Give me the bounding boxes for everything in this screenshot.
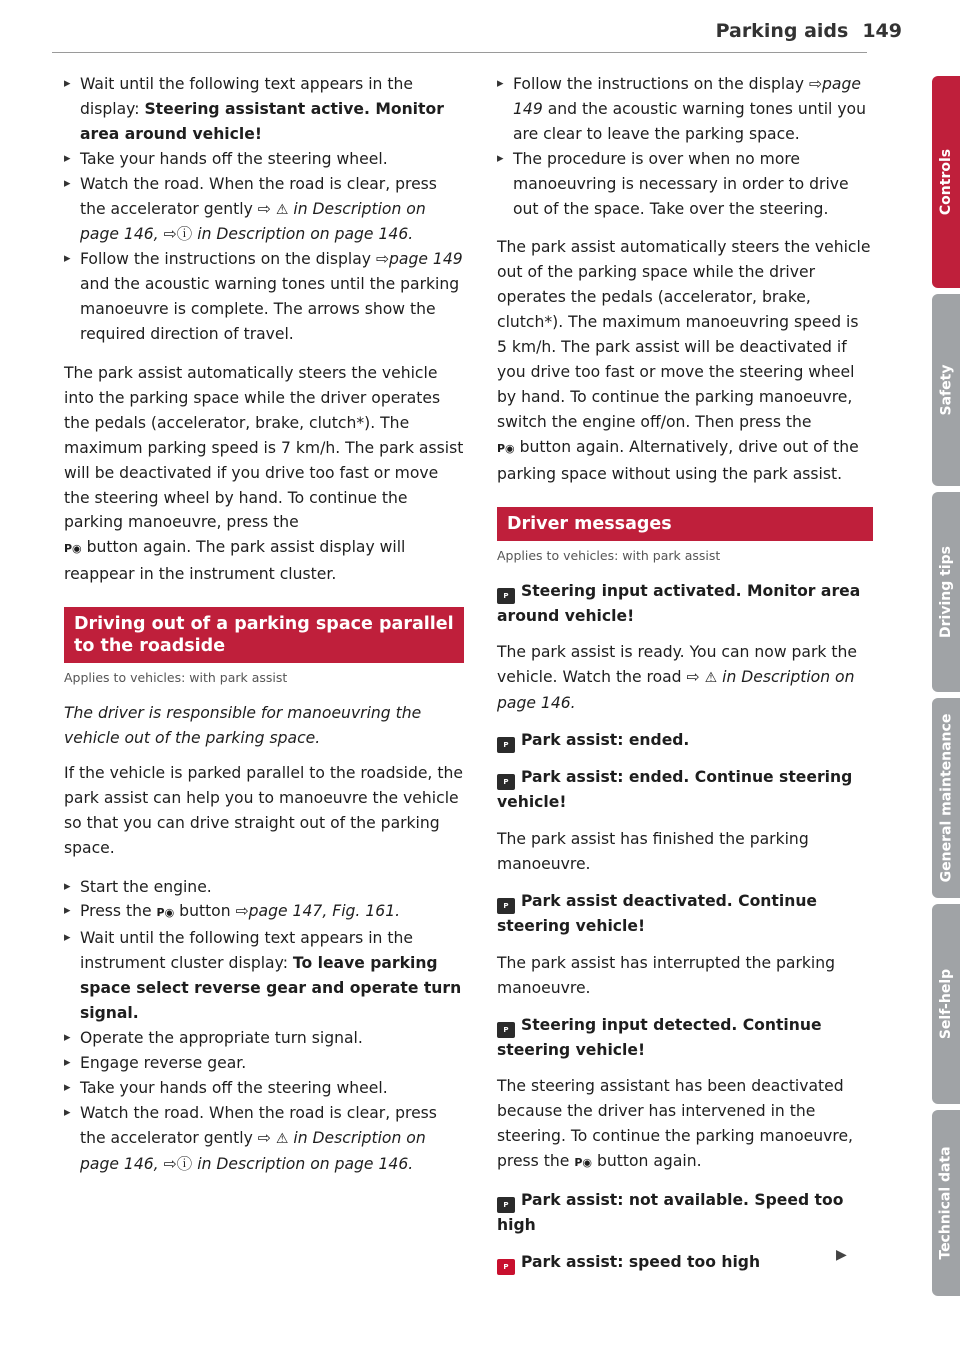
- list-item: ▸ Operate the appropriate turn signal.: [64, 1026, 464, 1051]
- arrow-right-icon: ⇨: [257, 199, 271, 218]
- park-assist-indicator-icon: P: [497, 588, 515, 604]
- park-assist-icon: P◉: [574, 1156, 592, 1170]
- arrow-right-icon: ⇨: [808, 75, 823, 93]
- arrow-right-icon: ⇨: [163, 1154, 177, 1173]
- cross-reference[interactable]: page 147, Fig. 161.: [248, 902, 401, 921]
- left-column: [64, 72, 464, 1190]
- cross-reference[interactable]: page 149: [389, 250, 463, 269]
- section-heading: Driving out of a parking space parallel to the roadside: [64, 607, 464, 663]
- list-item: ▸ Press the P◉ button ⇨page 147, Fig. 161.: [64, 899, 464, 926]
- warning-triangle-icon: ⚠: [275, 201, 289, 218]
- park-assist-off-icon: P: [497, 1197, 515, 1213]
- park-assist-off-icon: P: [497, 774, 515, 790]
- list-item: ▸ Take your hands off the steering wheel.: [64, 1076, 464, 1101]
- park-assist-warning-icon: P: [497, 1259, 515, 1275]
- paragraph: The park assist has finished the parking manoeuvre.: [497, 830, 809, 873]
- paragraph: The park assist is ready. You can now park the vehicle. Watch the road ⇨ ⚠ in Description on page 146.: [497, 643, 857, 713]
- park-assist-icon: P◉: [497, 441, 515, 455]
- tab-technical-data[interactable]: Technical data: [932, 1110, 960, 1296]
- applies-note: Applies to vehicles: with park assist: [64, 670, 288, 686]
- tab-controls[interactable]: Controls: [932, 76, 960, 288]
- chapter-title: Parking aids: [715, 20, 849, 42]
- page-number: 149: [862, 20, 902, 42]
- list-item: ▸ Engage reverse gear.: [64, 1051, 464, 1076]
- park-assist-icon: P◉: [64, 542, 82, 556]
- arrow-right-icon: ⇨: [235, 902, 249, 921]
- right-column: [497, 72, 873, 1287]
- list-item: ▸ The procedure is over when no more manoeuvring is necessary in order to drive out of the space. Take over the steering.: [497, 147, 873, 222]
- paragraph: The park assist automatically steers the vehicle out of the parking space while the driver operates the pedals (accelerator, brake, clutch*). The maximum manoeuvring speed is 5 km/h. The park assist will be deactivated if you drive too fast or move the steering wheel by hand. To continue the parking manoeuvre, switch the engine off/on. Then press the P◉ button again. Alternatively, drive out of the parking space without using the park assist.: [497, 238, 871, 483]
- paragraph: The steering assistant has been deactivated because the driver has intervened in the steering. To continue the parking manoeuvre, press the P◉ button again.: [497, 1077, 854, 1171]
- arrow-right-icon: ⇨: [257, 1128, 271, 1147]
- steps-list: [497, 72, 873, 221]
- cross-reference[interactable]: page 149: [513, 75, 861, 118]
- warning-triangle-icon: ⚠: [704, 670, 718, 687]
- steps-list: [64, 875, 464, 1177]
- page-header: [702, 20, 902, 42]
- list-item: ▸ Take your hands off the steering wheel.: [64, 147, 464, 172]
- driver-message: P Steering input detected. Continue steering vehicle!: [497, 1015, 822, 1059]
- list-item: ▸ Watch the road. When the road is clear, press the accelerator gently ⇨ ⚠ in Description on page 146, ⇨ⓘ in Description on page 146.: [64, 1101, 464, 1177]
- applies-note: Applies to vehicles: with park assist: [497, 547, 721, 563]
- driver-message: P Park assist: ended. Continue steering vehicle!: [497, 768, 853, 812]
- list-item: ▸ Start the engine.: [64, 875, 464, 900]
- paragraph: The park assist has interrupted the parking manoeuvre.: [497, 953, 836, 997]
- list-item: ▸ Wait until the following text appears in the display: Steering assistant active. Monitor area around vehicle!: [64, 72, 464, 147]
- arrow-right-icon: ⇨: [686, 668, 700, 687]
- arrow-right-icon: ⇨: [375, 250, 390, 269]
- list-item: ▸ Wait until the following text appears in the instrument cluster display: To leave parking space select reverse gear and operate turn signal.: [64, 926, 464, 1026]
- paragraph: The park assist automatically steers the vehicle into the parking space while the driver operates the pedals (accelerator, brake, clutch*). The maximum parking speed is 7 km/h. The park assist will be deactivated if you drive too fast or move the steering wheel by hand. To continue the parking manoeuvre, press the P◉ button again. The park assist display will reappear in the instrument cluster.: [64, 363, 464, 584]
- driver-message: P Steering input activated. Monitor area around vehicle!: [497, 581, 861, 625]
- italic-note: The driver is responsible for manoeuvring the vehicle out of the parking space.: [64, 704, 422, 748]
- park-assist-off-icon: P: [497, 1022, 515, 1038]
- list-item: ▸ Follow the instructions on the display ⇨page 149 and the acoustic warning tones until the parking manoeuvre is complete. The arrows show the required direction of travel.: [64, 247, 464, 347]
- notice-icon: ⓘ: [176, 225, 193, 244]
- header-divider: [52, 52, 867, 53]
- paragraph: If the vehicle is parked parallel to the roadside, the park assist can help you to manoeuvre the vehicle so that you can drive straight out of the parking space.: [64, 763, 463, 857]
- list-item: ▸ Watch the road. When the road is clear, press the accelerator gently ⇨ ⚠ in Description on page 146, ⇨ⓘ in Description on page 146.: [64, 172, 464, 248]
- continue-arrow-icon: ▶: [836, 1247, 847, 1263]
- tab-driving-tips[interactable]: Driving tips: [932, 492, 960, 692]
- park-assist-off-icon: P: [497, 737, 515, 753]
- section-heading: Driver messages: [497, 507, 873, 541]
- park-assist-icon: P◉: [156, 906, 175, 920]
- driver-message: P Park assist: speed too high: [497, 1250, 873, 1275]
- list-item: ▸ Follow the instructions on the display ⇨page 149 and the acoustic warning tones until you are clear to leave the parking space.: [497, 72, 873, 147]
- warning-triangle-icon: ⚠: [275, 1130, 289, 1147]
- park-assist-off-icon: P: [497, 898, 515, 914]
- driver-message: P Park assist: ended.: [497, 728, 873, 753]
- steps-list: [64, 72, 464, 347]
- arrow-right-icon: ⇨: [163, 225, 177, 244]
- tab-safety[interactable]: Safety: [932, 294, 960, 486]
- notice-icon: ⓘ: [176, 1154, 193, 1173]
- tab-general-maintenance[interactable]: General maintenance: [932, 698, 960, 898]
- driver-message: P Park assist: not available. Speed too high: [497, 1191, 844, 1235]
- tab-self-help[interactable]: Self-help: [932, 904, 960, 1104]
- driver-message: P Park assist deactivated. Continue steering vehicle!: [497, 891, 817, 935]
